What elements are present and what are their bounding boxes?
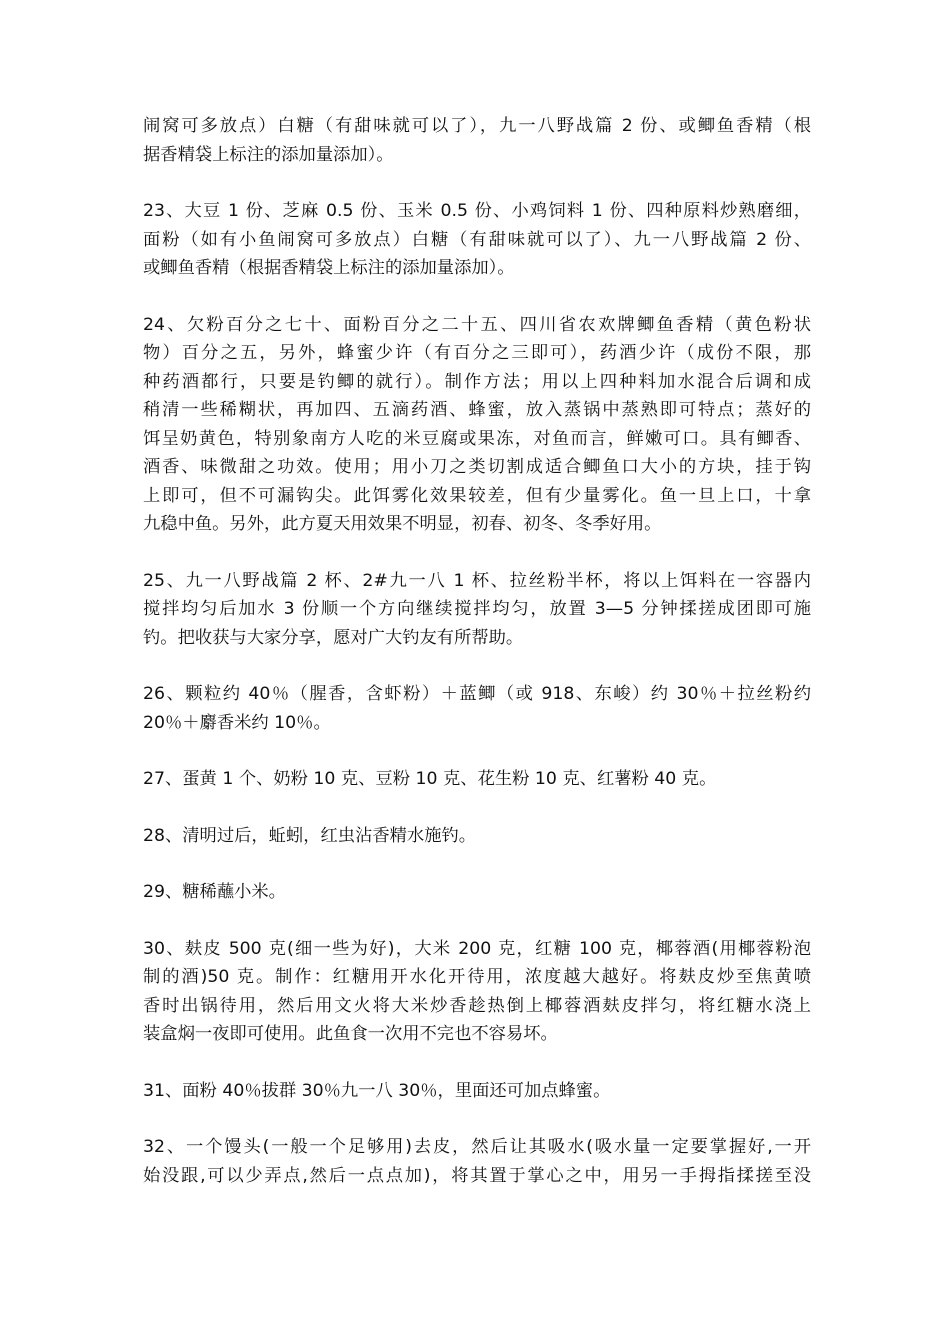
text-line: 27、蛋黄 1 个、奶粉 10 克、豆粉 10 克、花生粉 10 克、红薯粉 40 克。 xyxy=(143,769,717,789)
recipe-paragraph xyxy=(143,567,811,653)
recipe-paragraph xyxy=(143,311,811,539)
text-line: 26、颗粒约 40％（腥香，含虾粉）＋蓝鲫（或 918、东峻）约 30％＋拉丝粉约 xyxy=(143,684,811,704)
recipe-paragraph xyxy=(143,822,811,851)
recipe-paragraph xyxy=(143,765,811,794)
recipe-paragraph xyxy=(143,1077,811,1106)
text-line: 30、麸皮 500 克(细一些为好)，大米 200 克，红糖 100 克，椰蓉酒(用椰蓉粉泡 xyxy=(143,938,811,959)
text-line: 28、清明过后，蚯蚓，红虫沾香精水施钓。 xyxy=(143,825,477,846)
text-line: 钓。把收获与大家分享，愿对广大钓友有所帮助。 xyxy=(143,627,524,648)
text-line: 上即可，但不可漏钩尖。此饵雾化效果较差，但有少量雾化。鱼一旦上口，十拿 xyxy=(143,485,811,506)
text-line: 据香精袋上标注的添加量添加）。 xyxy=(143,144,394,165)
text-line: 搅拌均匀后加水 3 份顺一个方向继续搅拌均匀，放置 3—5 分钟揉搓成团即可施 xyxy=(143,599,811,619)
text-line: 稍清一些稀糊状，再加四、五滴药酒、蜂蜜，放入蒸锅中蒸熟即可特点；蒸好的 xyxy=(143,400,811,420)
document-page xyxy=(143,112,811,1218)
text-line: 面粉（如有小鱼闹窝可多放点）白糖（有甜味就可以了）、九一八野战篇 2 份、 xyxy=(143,229,811,250)
recipe-paragraph xyxy=(143,680,811,737)
text-line: 始没跟,可以少弄点,然后一点点加)，将其置于掌心之中，用另一手拇指揉搓至没 xyxy=(143,1165,811,1186)
text-line: 或鲫鱼香精（根据香精袋上标注的添加量添加）。 xyxy=(143,258,515,278)
recipe-paragraph xyxy=(143,197,811,283)
text-line: 25、九一八野战篇 2 杯、2#九一八 1 杯、拉丝粉半杯，将以上饵料在一容器内 xyxy=(143,570,811,591)
text-line: 31、面粉 40％拔群 30％九一八 30％，里面还可加点蜂蜜。 xyxy=(143,1080,611,1101)
text-line: 29、糖稀蘸小米。 xyxy=(143,882,286,902)
recipe-paragraph xyxy=(143,878,811,907)
text-line: 23、大豆 1 份、芝麻 0.5 份、玉米 0.5 份、小鸡饲料 1 份、四种原料炒熟磨细， xyxy=(143,201,811,221)
text-line: 32、一个馒头(一般一个足够用)去皮，然后让其吸水(吸水量一定要掌握好,一开 xyxy=(143,1137,811,1157)
recipe-paragraph xyxy=(143,112,811,169)
text-line: 装盒焖一夜即可使用。此鱼食一次用不完也不容易坏。 xyxy=(143,1024,558,1044)
text-line: 24、欠粉百分之七十、面粉百分之二十五、四川省农欢牌鲫鱼香精（黄色粉状 xyxy=(143,314,811,335)
text-line: 酒香、味微甜之功效。使用；用小刀之类切割成适合鲫鱼口大小的方块，挂于钩 xyxy=(143,457,811,477)
text-line: 九稳中鱼。另外，此方夏天用效果不明显，初春、初冬、冬季好用。 xyxy=(143,514,662,534)
text-line: 物）百分之五，另外，蜂蜜少许（有百分之三即可），药酒少许（成份不限，那 xyxy=(143,343,811,363)
text-line: 种药酒都行，只要是钓鲫的就行）。制作方法；用以上四种料加水混合后调和成 xyxy=(143,371,811,392)
text-line: 闹窝可多放点）白糖（有甜味就可以了），九一八野战篇 2 份、或鲫鱼香精（根 xyxy=(143,116,811,136)
text-line: 20％＋麝香米约 10％。 xyxy=(143,712,331,733)
text-line: 制的酒)50 克。制作：红糖用开水化开待用，浓度越大越好。将麸皮炒至焦黄喷 xyxy=(143,967,811,987)
recipe-paragraph xyxy=(143,935,811,1049)
recipe-paragraph xyxy=(143,1133,811,1190)
text-line: 香时出锅待用，然后用文火将大米炒香趁热倒上椰蓉酒麸皮拌匀，将红糖水浇上 xyxy=(143,995,811,1016)
text-line: 饵呈奶黄色，特别象南方人吃的米豆腐或果冻，对鱼而言，鲜嫩可口。具有鲫香、 xyxy=(143,428,811,449)
